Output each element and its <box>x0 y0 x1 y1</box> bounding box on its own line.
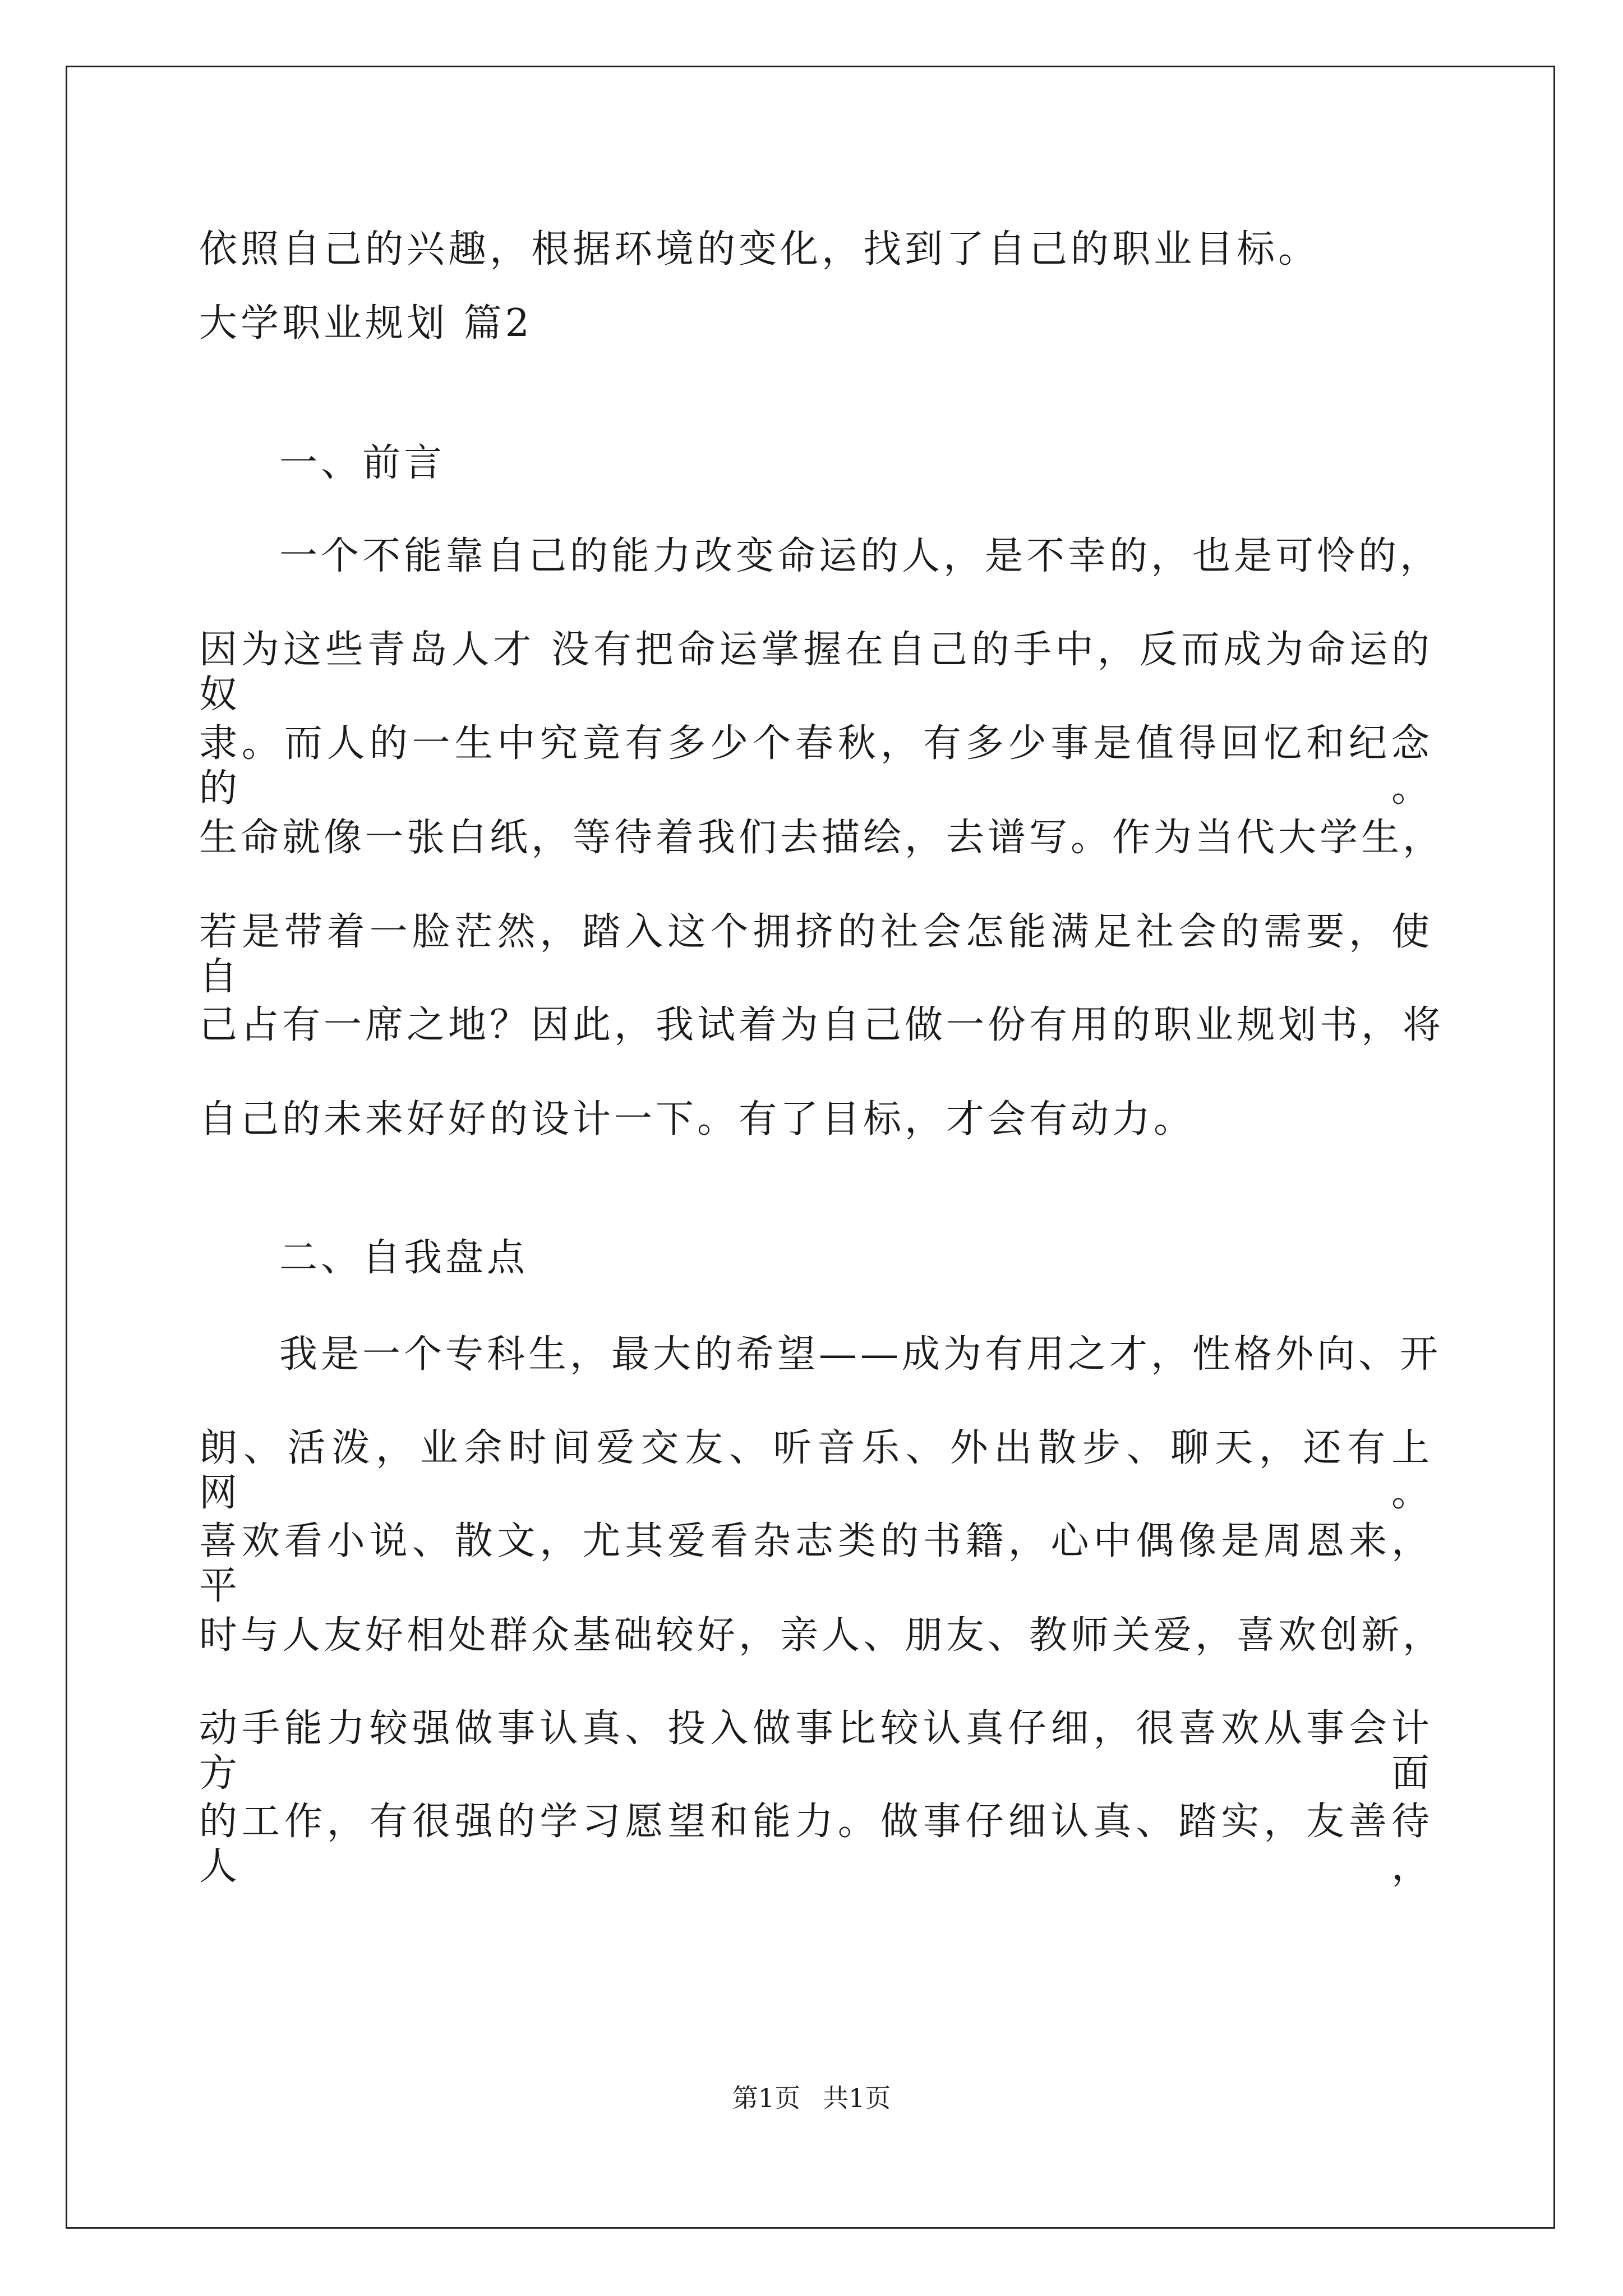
paragraph-line: 己占有一席之地？因此，我试着为自己做一份有用的职业规划书，将 <box>199 1003 1445 1047</box>
section-heading: 二、自我盘点 <box>279 1236 529 1280</box>
paragraph-line: 一个不能靠自己的能力改变命运的人，是不幸的，也是可怜的， <box>279 534 1442 578</box>
paragraph-line: 动手能力较强做事认真、投入做事比较认真仔细，很喜欢从事会计方面 <box>199 1706 1433 1796</box>
paragraph-line: 的工作，有很强的学习愿望和能力。做事仔细认真、踏实，友善待人， <box>199 1800 1433 1889</box>
paragraph-line: 喜欢看小说、散文，尤其爱看杂志类的书籍，心中偶像是周恩来，平 <box>199 1519 1433 1608</box>
paragraph-line: 时与人友好相处群众基础较好，亲人、朋友、教师关爱，喜欢创新， <box>199 1613 1445 1658</box>
paragraph-line: 我是一个专科生，最大的希望——成为有用之才，性格外向、开 <box>279 1332 1442 1377</box>
paragraph-line: 依照自己的兴趣，根据环境的变化，找到了自己的职业目标。 <box>199 227 1320 272</box>
page-total: 共1页 <box>823 2083 891 2113</box>
section-heading: 一、前言 <box>279 441 446 485</box>
page-footer <box>0 2082 1623 2114</box>
section-title: 大学职业规划 篇2 <box>199 301 533 346</box>
page-border <box>66 66 1555 2229</box>
paragraph-line: 生命就像一张白纸，等待着我们去描绘，去谱写。作为当代大学生， <box>199 816 1445 860</box>
paragraph-line: 隶。而人的一生中究竟有多少个春秋，有多少事是值得回忆和纪念的。 <box>199 721 1433 811</box>
paragraph-line: 若是带着一脸茫然，踏入这个拥挤的社会怎能满足社会的需要，使自 <box>199 910 1433 999</box>
page-number: 第1页 <box>732 2083 800 2113</box>
paragraph-line: 因为这些青岛人才 没有把命运掌握在自己的手中，反而成为命运的奴 <box>199 628 1433 717</box>
paragraph-line: 朗、活泼，业余时间爱交友、听音乐、外出散步、聊天，还有上网。 <box>199 1426 1433 1515</box>
paragraph-line: 自己的未来好好的设计一下。有了目标，才会有动力。 <box>199 1097 1196 1142</box>
